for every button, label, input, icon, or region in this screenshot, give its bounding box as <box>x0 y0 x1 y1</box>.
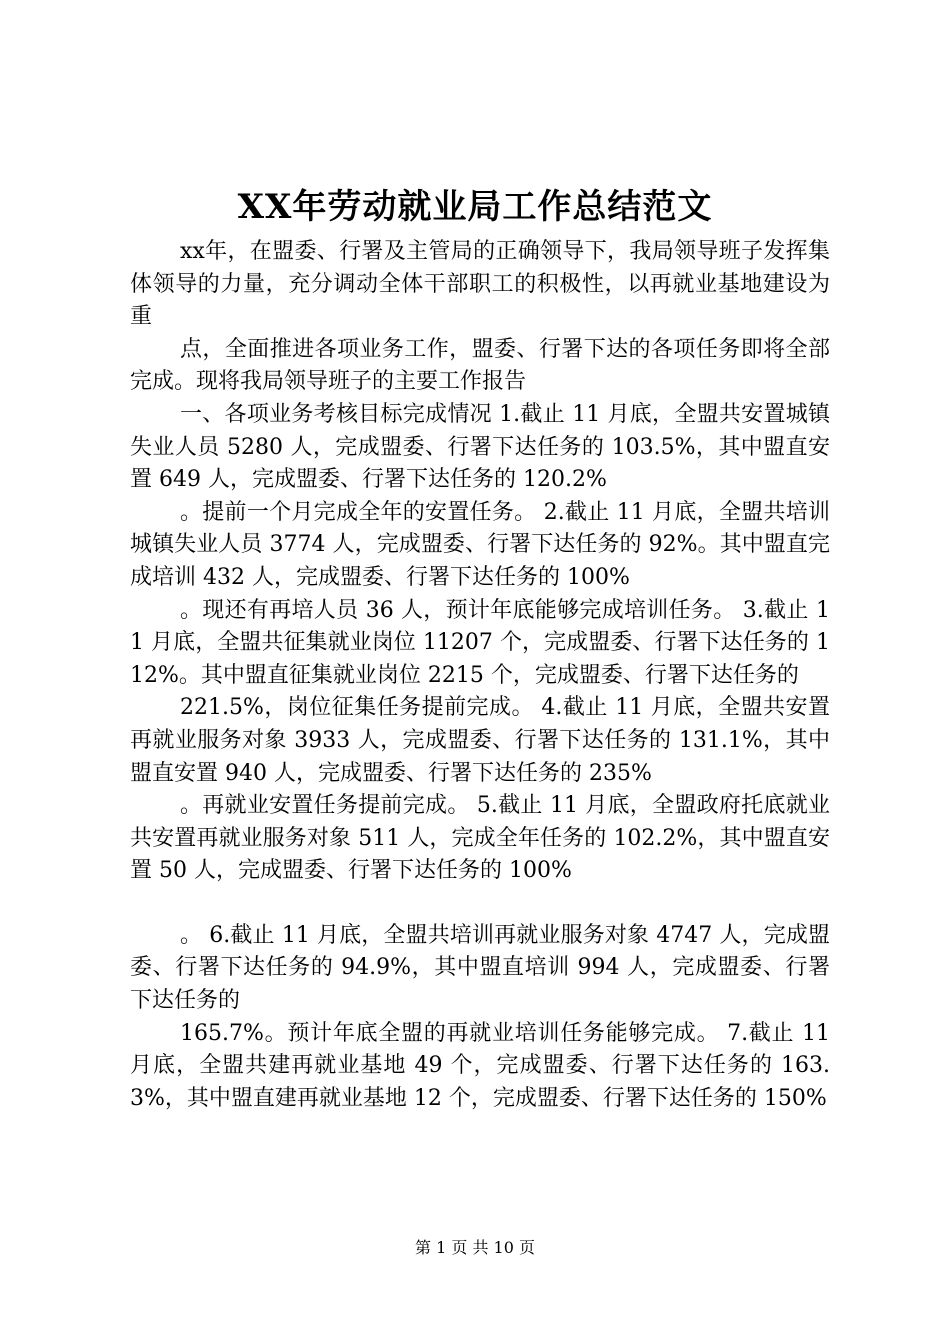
paragraph-2: 点，全面推进各项业务工作，盟委、行署下达的各项任务即将全部完成。现将我局领导班子的主要工作报告 <box>130 336 830 395</box>
paragraph-4: 。提前一个月完成全年的安置任务。 2.截止 11 月底，全盟共培训城镇失业人员 3774 人，完成盟委、行署下达任务的 92%。其中盟直完成培训 432 人，完成盟委、行署下达任务的 100% <box>130 499 830 590</box>
paragraph-6: 221.5%，岗位征集任务提前完成。 4.截止 11 月底，全盟共安置再就业服务对象 3933 人，完成盟委、行署下达任务的 131.1%，其中盟直安置 940 人，完成盟委、行署下达任务的 235% <box>130 695 830 786</box>
page-title: XX年劳动就业局工作总结范文 <box>237 187 713 227</box>
document-body <box>130 236 830 1115</box>
paragraph-8: 。 6.截止 11 月底，全盟共培训再就业服务对象 4747 人，完成盟委、行署下达任务的 94.9%，其中盟直培训 994 人，完成盟委、行署下达任务的 <box>130 922 830 1014</box>
page-footer: 第 1 页 共 10 页 <box>415 1238 535 1257</box>
paragraph-3: 一、各项业务考核目标完成情况 1.截止 11 月底，全盟共安置城镇失业人员 5280 人，完成盟委、行署下达任务的 103.5%，其中盟直安置 649 人，完成盟委、行署下达任务的 120.2% <box>130 401 830 493</box>
paragraph-9: 165.7%。预计年底全盟的再就业培训任务能够完成。 7.截止 11 月底，全盟共建再就业基地 49 个，完成盟委、行署下达任务的 163.3%，其中盟直建再就业基地 12 个，完成盟委、行署下达任务的 150% <box>130 1020 830 1111</box>
paragraph-7: 。再就业安置任务提前完成。 5.截止 11 月底，全盟政府托底就业共安置再就业服务对象 511 人，完成全年任务的 102.2%，其中盟直安置 50 人，完成盟委、行署下达任务的 100% <box>130 793 830 884</box>
paragraph-5: 。现还有再培人员 36 人，预计年底能够完成培训任务。 3.截止 11 月底，全盟共征集就业岗位 11207 个，完成盟委、行署下达任务的 112%。其中盟直征集就业岗位 2215 个，完成盟委、行署下达任务的 <box>130 597 830 688</box>
paragraph-1: xx年，在盟委、行署及主管局的正确领导下，我局领导班子发挥集体领导的力量，充分调动全体干部职工的积极性，以再就业基地建设为重 <box>130 239 830 330</box>
